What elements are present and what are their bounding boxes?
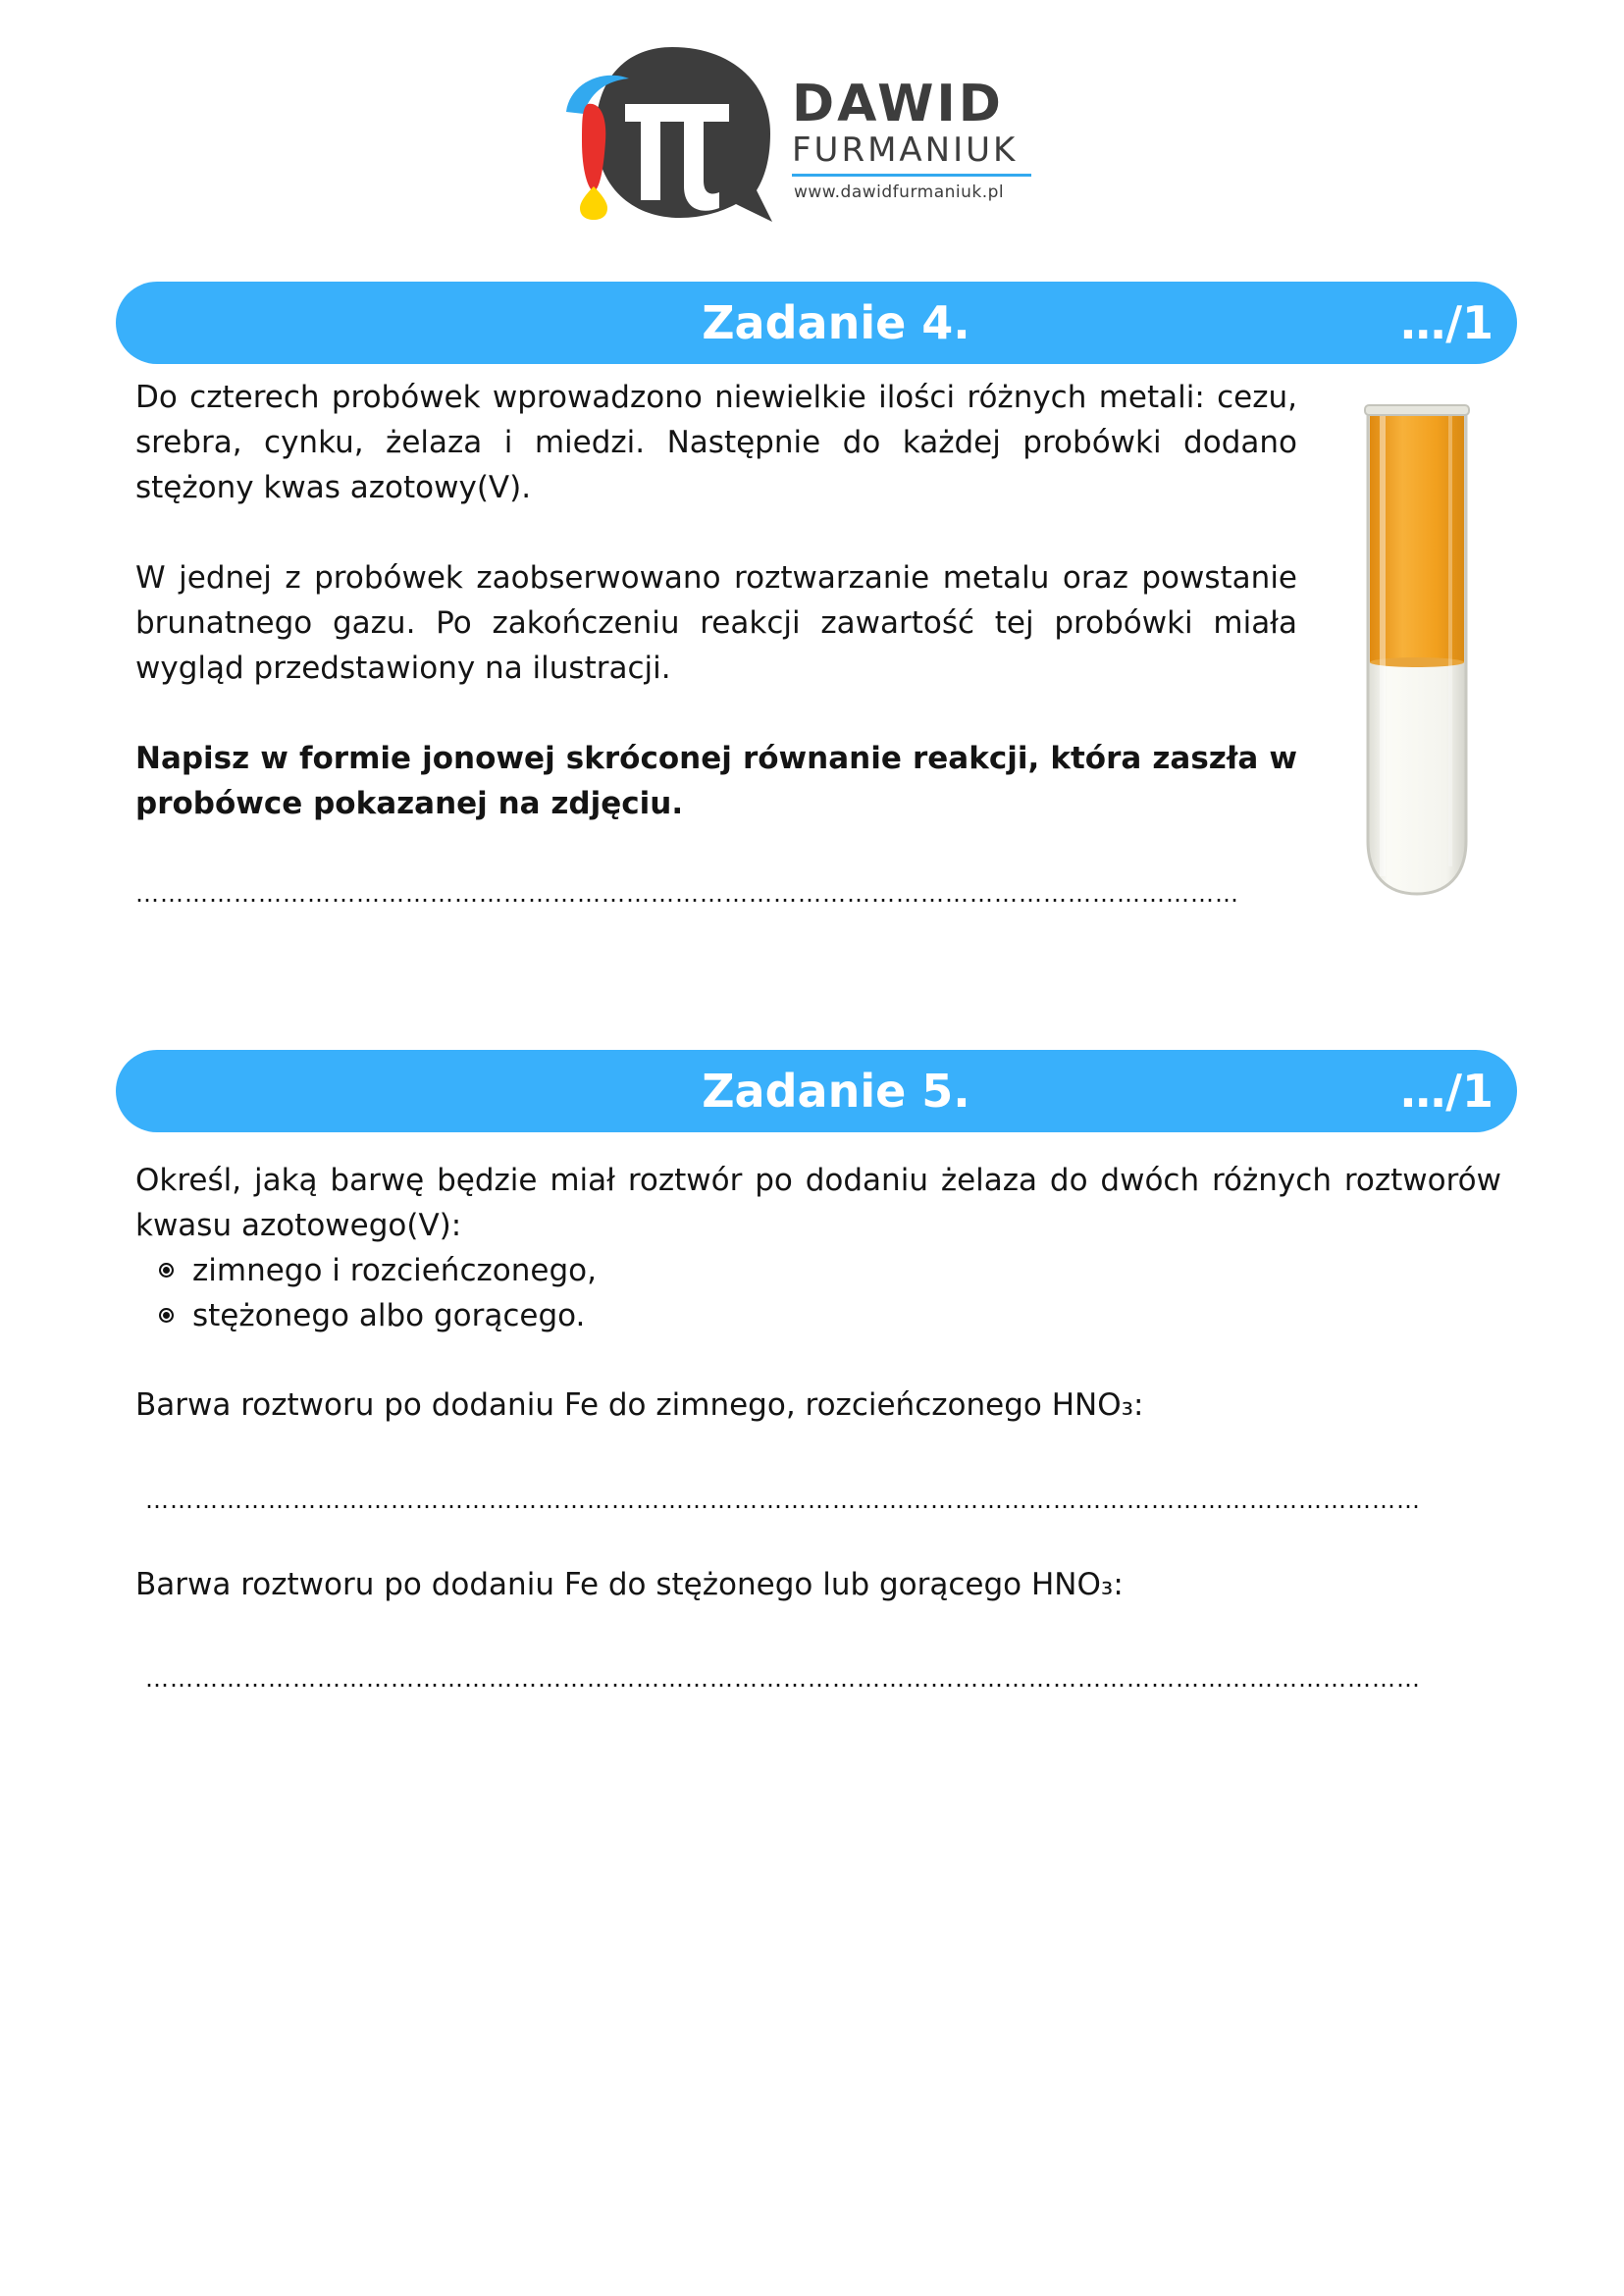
task-5-intro: Określ, jaką barwę będzie miał roztwór po dodaniu żelaza do dwóch różnych roztworów kwasu azotowego(V): [135, 1163, 1501, 1243]
logo-divider [792, 174, 1031, 177]
task-4-answer-line[interactable]: ……………………………………………………………………………………………………………………… [135, 880, 1239, 908]
bullet-text: zimnego i rozcieńczonego, [192, 1253, 597, 1288]
bullet-icon [159, 1308, 174, 1323]
task-5-bullet-list [155, 1248, 597, 1338]
pi-logo-icon [564, 43, 780, 230]
logo-name: DAWID [792, 75, 1004, 133]
task-5-title: Zadanie 5. [702, 1065, 970, 1118]
list-item [155, 1248, 597, 1293]
task-5-score: …/1 [1400, 1065, 1493, 1118]
task-4-score: …/1 [1400, 296, 1493, 349]
task-4-paragraph-2: W jednej z probówek zaobserwowano roztwarzanie metalu oraz powstanie brunatnego gazu. Po zakończeniu reakcji zawartość tej probówki miała wygląd przedstawiony na ilustracji. [135, 560, 1297, 686]
task-5-header [116, 1050, 1517, 1132]
logo-url: www.dawidfurmaniuk.pl [794, 183, 1005, 202]
task-4-title: Zadanie 4. [702, 296, 970, 349]
bullet-icon [159, 1263, 174, 1278]
task-5-answer-line-1[interactable]: ………………………………………………………………………………………………………………………………………… [145, 1487, 1421, 1514]
task-4-header [116, 282, 1517, 364]
task-5-question-1: Barwa roztworu po dodaniu Fe do zimnego, rozcieńczonego HNO₃: [135, 1387, 1144, 1423]
task-5-question-2: Barwa roztworu po dodaniu Fe do stężonego lub gorącego HNO₃: [135, 1567, 1124, 1602]
task-4-instruction: Napisz w formie jonowej skróconej równanie reakcji, która zaszła w probówce pokazanej na zdjęciu. [135, 741, 1297, 821]
bullet-text: stężonego albo gorącego. [192, 1298, 586, 1333]
logo-surname: FURMANIUK [792, 130, 1019, 170]
test-tube-image [1352, 397, 1482, 900]
list-item [155, 1293, 597, 1338]
task-4-paragraph-1: Do czterech probówek wprowadzono niewielkie ilości różnych metali: cezu, srebra, cynku, żelaza i miedzi. Następnie do każdej probówki dodano stężony kwas azotowy(V). [135, 380, 1297, 505]
task-5-answer-line-2[interactable]: ………………………………………………………………………………………………………………………………………… [145, 1665, 1421, 1693]
logo [564, 43, 1035, 230]
